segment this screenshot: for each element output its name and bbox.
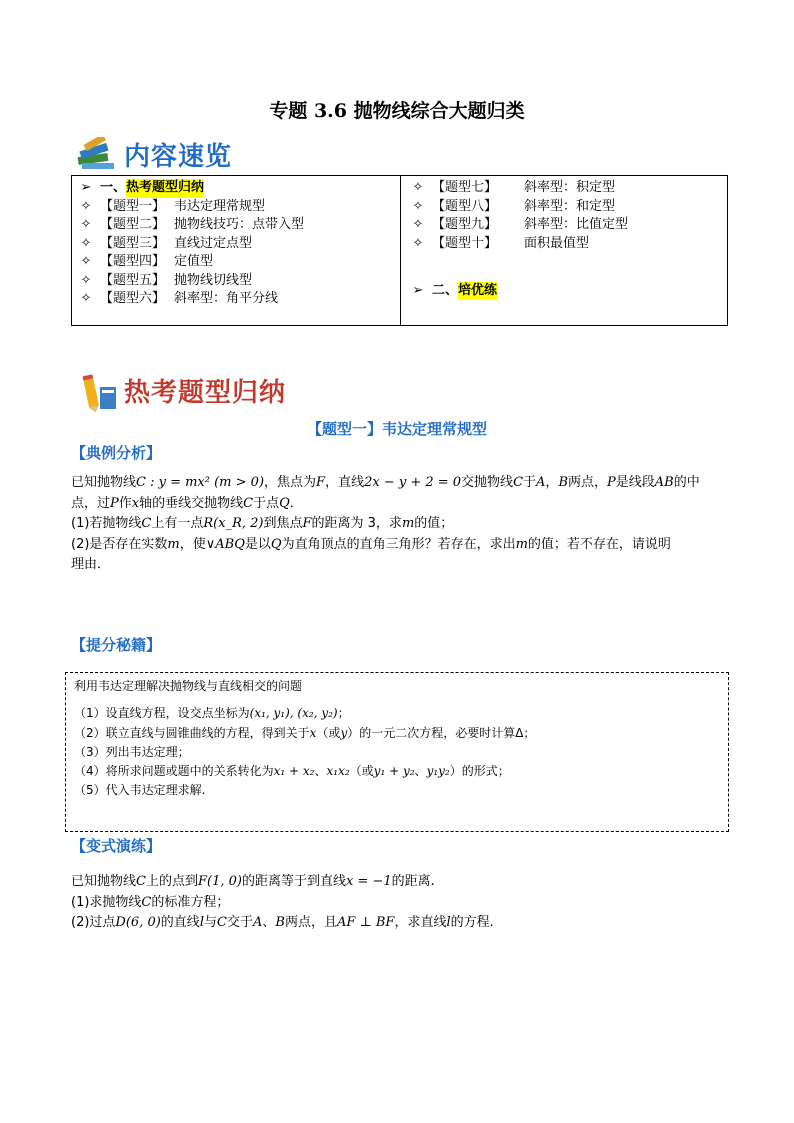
example-question-1: (1)若抛物线C上有一点R(x_R, 2)到焦点F的距离为 3，求m的值； <box>71 516 454 531</box>
banner-title: 热考题型归纳 <box>124 377 287 408</box>
toc-item[interactable]: ✧ 【题型一】 韦达定理常规型 <box>72 198 304 217</box>
diamond-bullet-icon: ✧ <box>412 198 424 214</box>
toc-item[interactable]: ➢ 二、 培优练 <box>404 282 628 301</box>
toc-item[interactable]: ✧ 【题型六】 斜率型：角平分线 <box>72 290 304 309</box>
content-overview-banner <box>76 134 232 174</box>
diamond-bullet-icon: ✧ <box>80 235 92 251</box>
hot-topics-banner <box>76 370 286 410</box>
diamond-bullet-icon: ✧ <box>80 291 92 306</box>
example-line-2: 点，过P作x轴的垂线交抛物线C于点Q． <box>71 495 303 511</box>
tips-step-3: （3）列出韦达定理； <box>74 745 190 759</box>
example-question-2: (2)是否存在实数m，使∨ABQ是以Q为直角顶点的直角三角形？若存在，求出m的值；若不存在，请说明 <box>71 536 671 552</box>
diamond-bullet-icon: ✧ <box>80 217 92 232</box>
diamond-bullet-icon: ✧ <box>80 272 92 288</box>
example-problem <box>71 473 731 576</box>
tips-step-5: （5）代入韦达定理求解. <box>74 783 206 797</box>
diamond-bullet-icon: ✧ <box>412 217 424 232</box>
example-line-1: 已知抛物线C : y = mx² (m > 0)，焦点为F，直线2x − y + 2 = 0交抛物线C于A，B两点，P是线段AB的中 <box>71 475 700 490</box>
type1-title: 【题型一】韦达定理常规型 <box>306 420 487 438</box>
variant-question-2: (2)过点D(6, 0)的直线l与C交于A、B两点，且AF ⊥ BF，求直线l的方程. <box>71 915 494 930</box>
diamond-bullet-icon: ✧ <box>412 235 424 251</box>
pencil-icon <box>76 373 120 407</box>
tips-intro: 利用韦达定理解决抛物线与直线相交的问题 <box>74 679 303 693</box>
toc-divider <box>400 176 401 325</box>
tips-step-2: （2）联立直线与圆锥曲线的方程，得到关于x（或y）的一元二次方程，必要时计算Δ； <box>74 726 536 740</box>
toc-item[interactable]: ✧ 【题型三】 直线过定点型 <box>72 235 304 254</box>
variant-question-1: (1)求抛物线C的标准方程； <box>71 894 230 910</box>
toc-item[interactable]: ✧ 【题型二】 抛物线技巧：点带入型 <box>72 216 304 235</box>
toc-item[interactable]: ✧ 【题型五】 抛物线切线型 <box>72 272 304 291</box>
arrow-bullet-icon: ➢ <box>80 180 92 195</box>
example-heading: 【典例分析】 <box>71 444 162 462</box>
arrow-bullet-icon: ➢ <box>412 282 424 298</box>
diamond-bullet-icon: ✧ <box>80 254 92 269</box>
variant-line-1: 已知抛物线C上的点到F(1, 0)的距离等于到直线x = −1的距离. <box>71 874 435 889</box>
toc-left-column <box>72 179 304 309</box>
banner-title: 内容速览 <box>124 141 233 172</box>
toc-item[interactable]: ✧ 【题型七】 斜率型：积定型 <box>404 179 628 198</box>
books-icon <box>76 137 120 171</box>
tips-box <box>65 672 729 832</box>
tips-step-1: （1）设直线方程，设交点坐标为(x₁, y₁), (x₂, y₂)； <box>74 706 350 720</box>
toc-table <box>71 175 728 326</box>
diamond-bullet-icon: ✧ <box>80 198 92 214</box>
variant-heading: 【变式演练】 <box>71 837 162 855</box>
toc-right-column <box>404 179 628 300</box>
toc-item[interactable]: ✧ 【题型八】 斜率型：和定型 <box>404 198 628 217</box>
page-title: 专题 3.6 抛物线综合大题归类 <box>269 100 525 122</box>
tips-step-4: （4）将所求问题或题中的关系转化为x₁ + x₂、x₁x₂（或y₁ + y₂、y₁y₂）的形式； <box>74 764 510 778</box>
diamond-bullet-icon: ✧ <box>412 180 424 195</box>
tips-heading: 【提分秘籍】 <box>71 636 162 654</box>
example-question-2-cont: 理由． <box>71 557 111 572</box>
toc-spacer <box>404 253 628 272</box>
toc-item[interactable]: ✧ 【题型四】 定值型 <box>72 253 304 272</box>
toc-item[interactable]: ✧ 【题型十】 面积最值型 <box>404 235 628 254</box>
variant-problem <box>71 872 731 934</box>
toc-item[interactable]: ✧ 【题型九】 斜率型：比值定型 <box>404 216 628 235</box>
toc-item[interactable]: ➢ 一、 热考题型归纳 <box>72 179 304 198</box>
